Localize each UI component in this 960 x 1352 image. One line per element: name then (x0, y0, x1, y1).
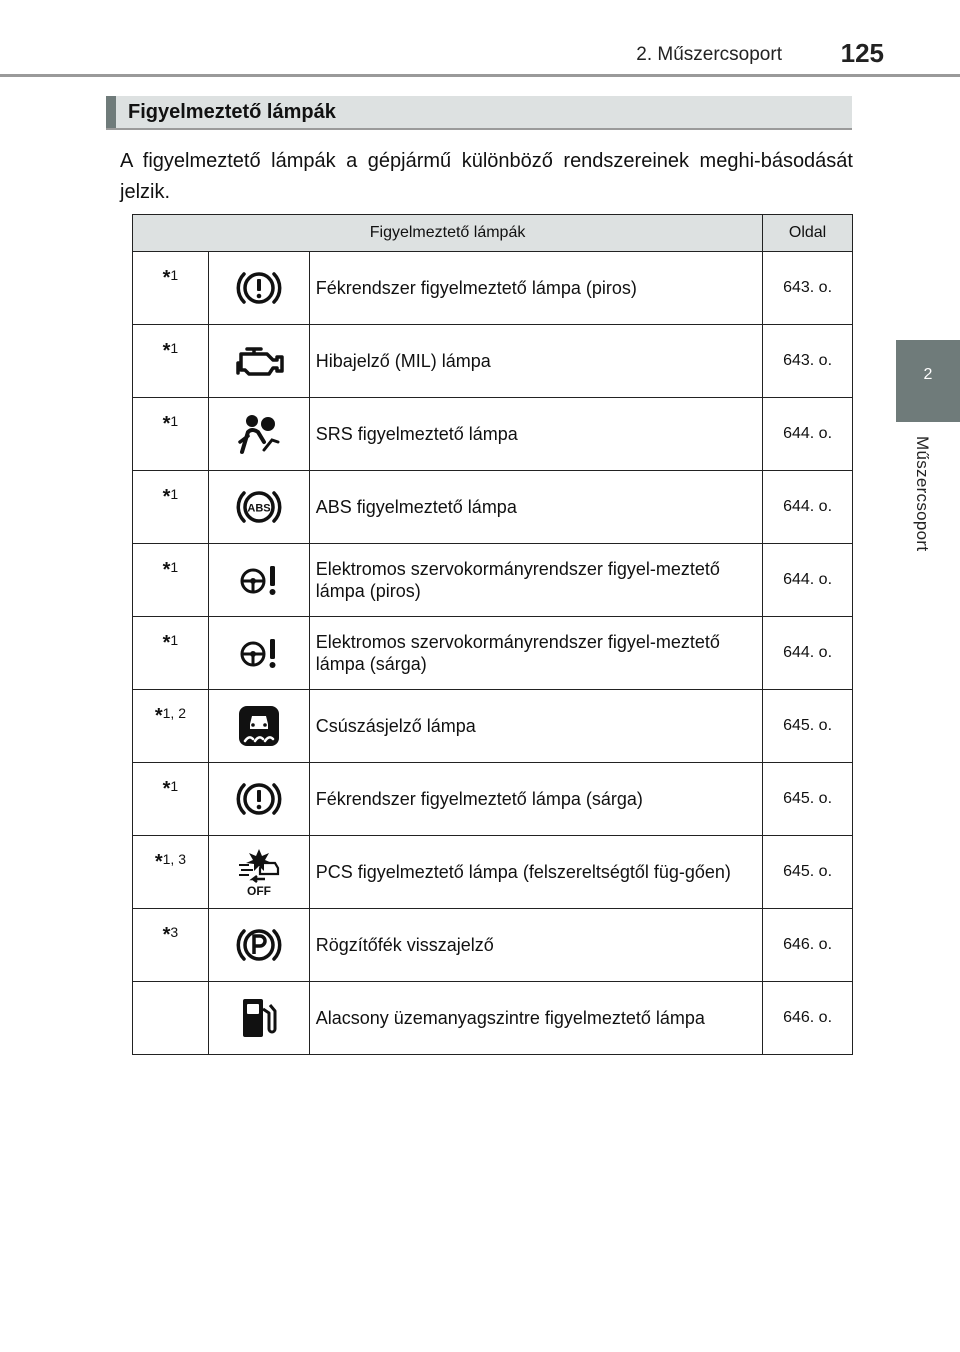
table-row (133, 982, 853, 1055)
footnote-number: 1 (170, 412, 179, 429)
footnote-number: 1 (170, 339, 179, 356)
fuel-level-icon (209, 995, 309, 1041)
svg-text:OFF: OFF (246, 884, 271, 897)
icon-cell (208, 398, 309, 471)
table-row (133, 763, 853, 836)
page-reference: 643. o. (763, 325, 853, 398)
header-divider (0, 74, 960, 77)
page-reference: 645. o. (763, 836, 853, 909)
page-reference: 645. o. (763, 763, 853, 836)
footnote-mark-cell (133, 909, 209, 982)
footnote-star: * (162, 266, 171, 289)
footnote-mark (163, 559, 179, 582)
page-reference: 646. o. (763, 982, 853, 1055)
footnote-mark (155, 851, 186, 874)
footnote-mark (163, 267, 179, 290)
footnote-number: 1, 3 (162, 850, 186, 867)
page-reference: 643. o. (763, 252, 853, 325)
section-heading-bar (106, 96, 852, 130)
engine-check-icon (209, 341, 309, 381)
footnote-number: 1 (170, 631, 179, 648)
warning-light-description: PCS figyelmeztető lámpa (felszereltségtől füg-gően) (309, 836, 762, 909)
section-title: Figyelmeztető lámpák (128, 101, 336, 123)
page-reference: 644. o. (763, 617, 853, 690)
page-reference: 644. o. (763, 544, 853, 617)
footnote-mark-cell (133, 690, 209, 763)
footnote-mark (163, 778, 179, 801)
srs-airbag-icon (209, 412, 309, 456)
footnote-mark (155, 705, 186, 728)
table-row (133, 252, 853, 325)
table-header-row (133, 215, 853, 252)
footnote-mark-cell (133, 325, 209, 398)
footnote-mark-cell (133, 763, 209, 836)
icon-cell (208, 763, 309, 836)
abs-icon (209, 483, 309, 531)
footnote-star: * (154, 704, 163, 727)
table-row (133, 690, 853, 763)
icon-cell (208, 909, 309, 982)
footnote-mark-cell (133, 544, 209, 617)
table-row (133, 909, 853, 982)
footnote-number: 1 (170, 558, 179, 575)
warning-light-description: Fékrendszer figyelmeztető lámpa (sárga) (309, 763, 762, 836)
pcs-warning-icon (209, 847, 309, 897)
brake-warning-icon (209, 775, 309, 823)
warning-light-description: Alacsony üzemanyagszintre figyelmeztető lámpa (309, 982, 762, 1055)
footnote-mark-cell (133, 471, 209, 544)
warning-lights-table (132, 214, 853, 1055)
warning-light-description: Fékrendszer figyelmeztető lámpa (piros) (309, 252, 762, 325)
page-reference: 644. o. (763, 398, 853, 471)
footnote-mark-cell (133, 617, 209, 690)
warning-light-description: Csúszásjelző lámpa (309, 690, 762, 763)
icon-cell (208, 325, 309, 398)
icon-cell (208, 471, 309, 544)
page-reference: 646. o. (763, 909, 853, 982)
footnote-star: * (162, 412, 171, 435)
footnote-mark-cell (133, 252, 209, 325)
footnote-number: 1 (170, 266, 179, 283)
footnote-mark-cell (133, 398, 209, 471)
footnote-mark-cell (133, 836, 209, 909)
page-reference: 644. o. (763, 471, 853, 544)
table-row (133, 471, 853, 544)
footnote-number: 1, 2 (162, 704, 186, 721)
chapter-title: 2. Műszercsoport (636, 44, 782, 65)
icon-cell (208, 836, 309, 909)
footnote-mark (163, 632, 179, 655)
power-steering-icon (209, 560, 309, 600)
icon-cell (208, 252, 309, 325)
footnote-mark (163, 413, 179, 436)
side-tab-label: Műszercsoport (913, 436, 932, 552)
footnote-number: 1 (170, 485, 179, 502)
footnote-number: 1 (170, 777, 179, 794)
header-warning-lights: Figyelmeztető lámpák (133, 215, 763, 252)
footnote-mark-cell (133, 982, 209, 1055)
warning-light-description: SRS figyelmeztető lámpa (309, 398, 762, 471)
header-page: Oldal (763, 215, 853, 252)
warning-light-description: Rögzítőfék visszajelző (309, 909, 762, 982)
icon-cell (208, 690, 309, 763)
warning-light-description: Elektromos szervokormányrendszer figyel-meztető lámpa (piros) (309, 544, 762, 617)
footnote-mark (163, 486, 179, 509)
slip-indicator-icon (209, 704, 309, 748)
warning-light-description: Hibajelző (MIL) lámpa (309, 325, 762, 398)
page-number: 125 (840, 38, 884, 68)
table-row (133, 544, 853, 617)
footnote-star: * (162, 777, 171, 800)
warning-light-description: ABS figyelmeztető lámpa (309, 471, 762, 544)
icon-cell (208, 544, 309, 617)
footnote-star: * (162, 631, 171, 654)
footnote-star: * (162, 339, 171, 362)
footnote-number: 3 (170, 923, 179, 940)
table-row (133, 398, 853, 471)
chapter-side-tab (896, 340, 960, 422)
icon-cell (208, 617, 309, 690)
footnote-mark (163, 340, 179, 363)
svg-text:ABS: ABS (247, 502, 271, 515)
icon-cell (208, 982, 309, 1055)
warning-light-description: Elektromos szervokormányrendszer figyel-meztető lámpa (sárga) (309, 617, 762, 690)
footnote-star: * (162, 485, 171, 508)
footnote-star: * (162, 923, 171, 946)
table-row (133, 617, 853, 690)
power-steering-icon (209, 633, 309, 673)
table-row (133, 836, 853, 909)
footnote-mark (163, 924, 179, 947)
table-row (133, 325, 853, 398)
brake-warning-icon (209, 264, 309, 312)
side-tab-number: 2 (923, 366, 933, 383)
parking-brake-icon (209, 921, 309, 969)
page-reference: 645. o. (763, 690, 853, 763)
table-body (133, 252, 853, 1055)
footnote-star: * (154, 850, 163, 873)
intro-paragraph: A figyelmeztető lámpák a gépjármű különböző rendszereinek meghi-básodását jelzik. (120, 150, 853, 203)
footnote-star: * (162, 558, 171, 581)
